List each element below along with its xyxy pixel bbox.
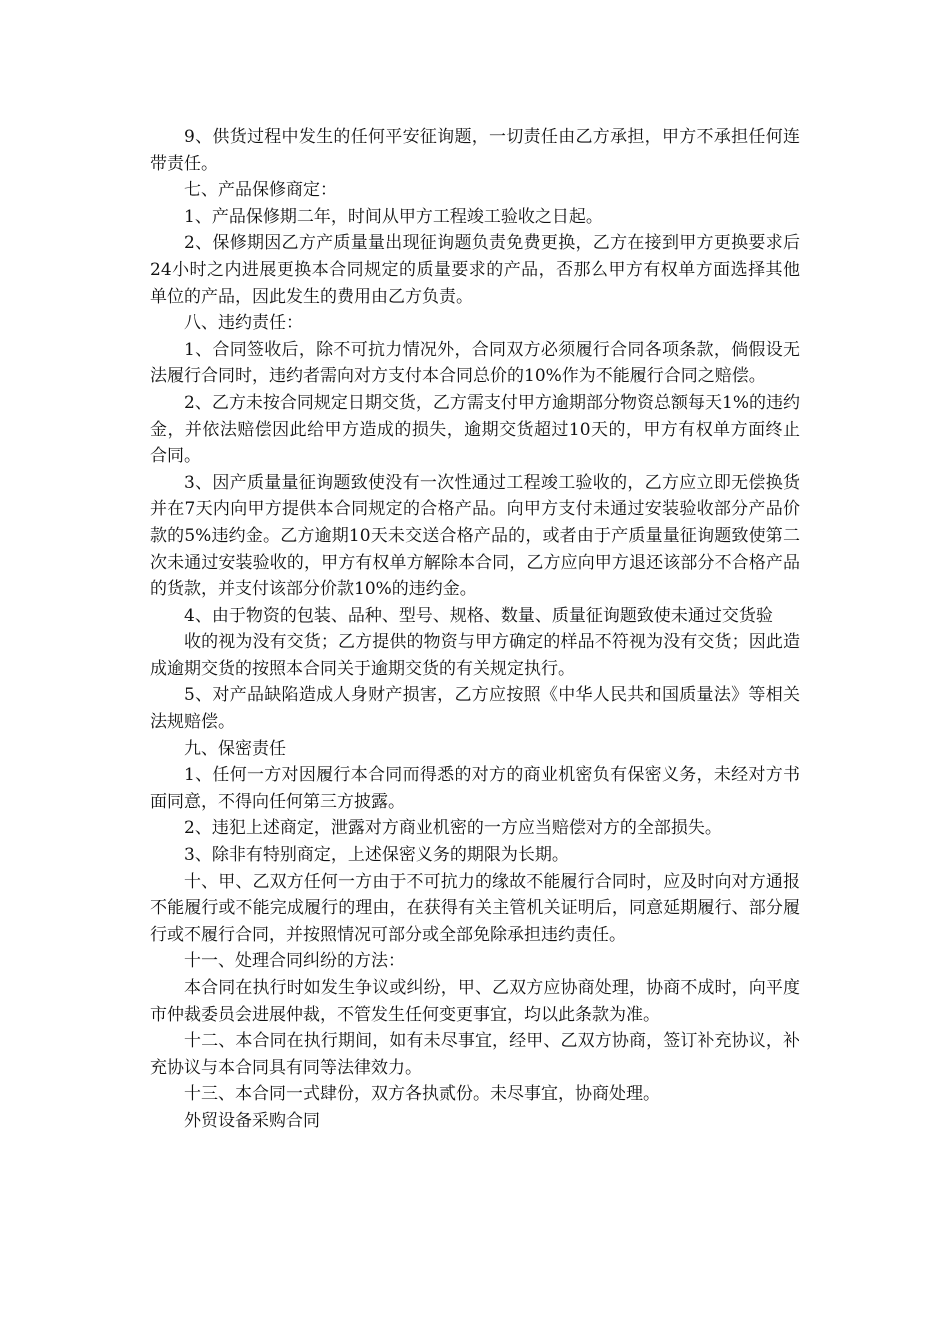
paragraph-3: 1、产品保修期二年，时间从甲方工程竣工验收之日起。	[184, 206, 603, 227]
paragraph-15: 3、除非有特别商定，上述保密义务的期限为长期。	[184, 845, 569, 866]
section-heading-11: 十一、处理合同纠纷的方法：	[184, 951, 405, 972]
paragraph-11: 5、对产品缺陷造成人身财产损害，乙方应按照《中华人民共和国质量法》等相关法规赔偿。	[150, 685, 800, 733]
document-body	[150, 124, 800, 1135]
paragraph-13: 1、任何一方对因履行本合同而得悉的对方的商业机密负有保密义务，未经对方书面同意，不得向任何第三方披露。	[150, 765, 800, 812]
paragraph-19: 十二、本合同在执行期间，如有未尽事宜，经甲、乙双方协商，签订补充协议，补充协议与本合同具有同等法律效力。	[150, 1031, 800, 1078]
section-heading-9: 九、保密责任	[184, 738, 286, 759]
paragraph-16: 十、甲、乙双方任何一方由于不可抗力的缘故不能履行合同时，应及时向对方通报不能履行或不能完成履行的理由，在获得有关主管机关证明后，同意延期履行、部分履行或不履行合同，并按照情况可部分或全部免除承担违约责任。	[150, 871, 800, 945]
paragraph-7: 2、乙方未按合同规定日期交货，乙方需支付甲方逾期部分物资总额每天1%的违约金，并依法赔偿因此给甲方造成的损失，逾期交货超过10天的，甲方有权单方面终止合同。	[150, 392, 800, 467]
paragraph-20: 十三、本合同一式肆份，双方各执贰份。未尽事宜，协商处理。	[184, 1084, 660, 1105]
paragraph-14: 2、违犯上述商定，泄露对方商业机密的一方应当赔偿对方的全部损失。	[184, 818, 722, 839]
paragraph-9: 4、由于物资的包装、品种、型号、规格、数量、质量征询题致使未通过交货验	[184, 605, 773, 626]
section-heading-8: 八、违约责任：	[184, 313, 303, 334]
section-heading-7: 七、产品保修商定：	[184, 180, 337, 201]
paragraph-18: 本合同在执行时如发生争议或纠纷，甲、乙双方应协商处理，协商不成时，向平度市仲裁委员会进展仲裁，不管发生任何变更事宜，均以此条款为准。	[150, 978, 800, 1025]
paragraph-1: 9、供货过程中发生的任何平安征询题，一切责任由乙方承担，甲方不承担任何连带责任。	[150, 127, 800, 174]
document-title-line: 外贸设备采购合同	[184, 1110, 320, 1131]
paragraph-6: 1、合同签收后，除不可抗力情况外，合同双方必须履行合同各项条款，倘假设无法履行合同时，违约者需向对方支付本合同总价的10%作为不能履行合同之赔偿。	[150, 339, 800, 387]
paragraph-8: 3、因产质量量征询题致使没有一次性通过工程竣工验收的，乙方应立即无偿换货并在7天内向甲方提供本合同规定的合格产品。向甲方支付未通过安装验收部分产品价款的5%违约金。乙方逾期10天未交送合格产品的，或者由于产质量量征询题致使第二次未通过安装验收的，甲方有权单方解除本合同，乙方应向甲方退还该部分不合格产品的货款，并支付该部分价款10%的违约金。	[150, 472, 800, 600]
paragraph-10: 收的视为没有交货；乙方提供的物资与甲方确定的样品不符视为没有交货；因此造成逾期交货的按照本合同关于逾期交货的有关规定执行。	[150, 632, 800, 679]
paragraph-4: 2、保修期因乙方产质量量出现征询题负责免费更换，乙方在接到甲方更换要求后24小时之内进展更换本合同规定的质量要求的产品，否那么甲方有权单方面选择其他单位的产品，因此发生的费用由乙方负责。	[150, 233, 800, 307]
